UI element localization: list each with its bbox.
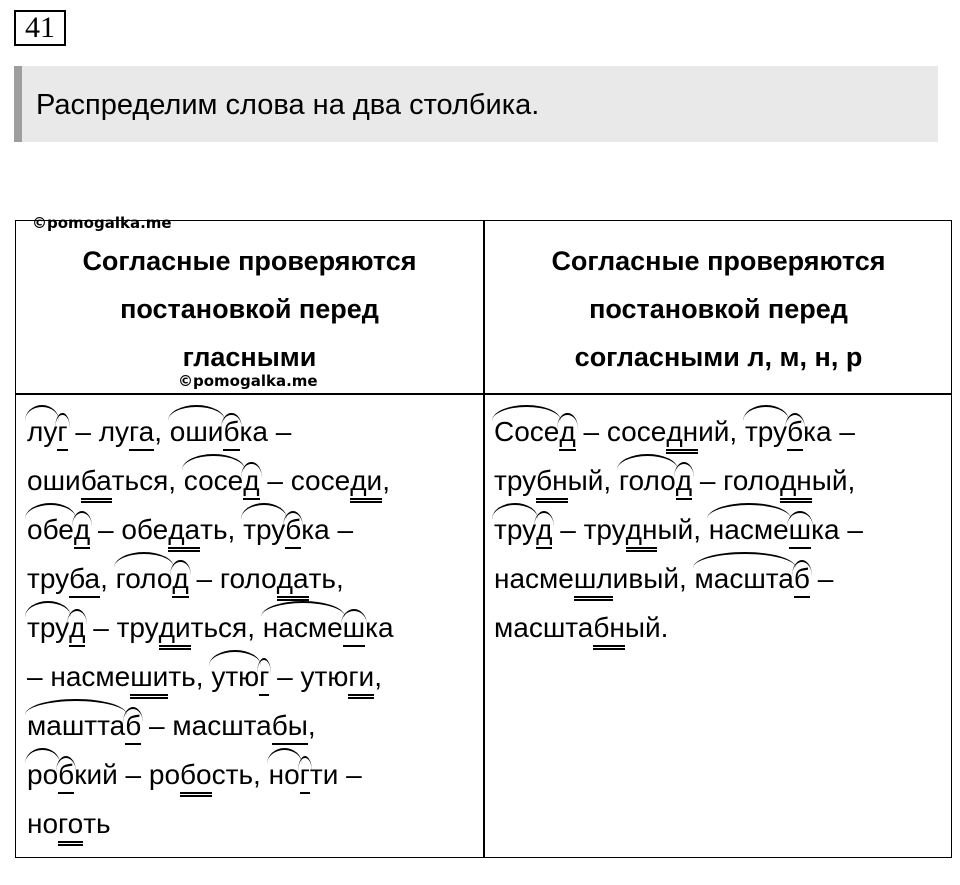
text-segment: – голо xyxy=(692,465,780,496)
marked-segment: тру xyxy=(494,505,536,554)
marked-segment: б xyxy=(285,513,301,549)
text-segment: ть, xyxy=(168,661,212,692)
text-segment: тру xyxy=(27,563,70,594)
marked-segment: голо xyxy=(116,554,173,603)
word-line xyxy=(494,456,944,505)
text-segment: – насме xyxy=(27,661,131,692)
marked-segment: обе xyxy=(27,505,74,554)
marked-segment: б xyxy=(794,562,810,598)
left-column-words xyxy=(27,407,472,848)
text-segment: ый, xyxy=(567,465,619,496)
text-segment: ка xyxy=(365,612,394,643)
text-segment: ивый, xyxy=(612,563,695,594)
text-segment: ка – xyxy=(239,416,292,447)
word-line xyxy=(27,799,472,848)
text-segment: ться, xyxy=(111,465,184,496)
text-segment: ти – xyxy=(309,759,362,790)
text-segment: сть, xyxy=(211,759,269,790)
text-segment: – тру xyxy=(552,514,626,545)
text-segment: ть, xyxy=(200,514,244,545)
right-column-header xyxy=(485,237,952,381)
text-segment: – сосе xyxy=(259,465,351,496)
word-line xyxy=(27,603,472,652)
marked-segment: б xyxy=(125,709,141,745)
marked-segment: масшта xyxy=(695,554,794,603)
text-segment: ка – xyxy=(811,514,863,545)
marked-segment: бо xyxy=(180,758,212,797)
header-divider xyxy=(16,393,951,395)
header-line: Согласные проверяются xyxy=(82,246,417,276)
text-segment: насме xyxy=(494,563,574,594)
text-segment: – утю xyxy=(269,661,349,692)
marked-segment: тру xyxy=(27,603,69,652)
text-segment: масшта xyxy=(494,612,594,643)
marked-segment: дн xyxy=(780,464,812,503)
marked-segment: д xyxy=(676,464,692,500)
marked-segment: дн xyxy=(626,513,658,552)
marked-segment: г xyxy=(259,660,269,696)
word-line xyxy=(27,554,472,603)
marked-segment: лу xyxy=(27,407,57,456)
marked-segment: д xyxy=(74,513,90,549)
marked-segment: го xyxy=(58,807,83,846)
marked-segment: ш xyxy=(343,611,365,647)
marked-segment: б xyxy=(223,415,239,451)
marked-segment: бн xyxy=(593,611,625,650)
marked-segment: дн xyxy=(666,415,698,454)
marked-segment: шл xyxy=(574,562,613,601)
marked-segment: но xyxy=(269,750,300,799)
text-segment: ть xyxy=(83,808,111,839)
word-line xyxy=(494,407,944,456)
marked-segment: г xyxy=(300,758,310,794)
word-line xyxy=(27,456,472,505)
text-segment: ый, xyxy=(657,514,709,545)
marked-segment: ба xyxy=(69,562,100,598)
word-line xyxy=(494,554,944,603)
header-line: постановкой перед xyxy=(589,294,848,324)
marked-segment: га xyxy=(129,415,154,451)
marked-segment: ши xyxy=(130,660,168,699)
marked-segment: ди xyxy=(159,611,191,650)
marked-segment: д xyxy=(69,611,85,647)
word-line xyxy=(27,652,472,701)
text-segment: ый, xyxy=(811,465,856,496)
text-segment: – тру xyxy=(85,612,159,643)
text-segment: , xyxy=(374,661,382,692)
text-segment: – масшта xyxy=(141,710,272,741)
marked-segment: ро xyxy=(27,750,58,799)
header-line: гласными xyxy=(182,342,317,372)
word-line xyxy=(494,505,944,554)
marked-segment: ш xyxy=(789,513,811,549)
marked-segment: бн xyxy=(536,464,568,503)
marked-segment: голо xyxy=(619,456,676,505)
marked-segment: да xyxy=(277,562,309,601)
text-segment: ий, xyxy=(698,416,745,447)
marked-segment: утю xyxy=(211,652,259,701)
text-segment: кий – ро xyxy=(74,759,181,790)
text-segment: , xyxy=(100,563,116,594)
word-line xyxy=(494,603,944,652)
marked-segment: тру xyxy=(243,505,285,554)
instruction-text: Распределим слова на два столбика. xyxy=(36,89,540,121)
text-segment: ться, xyxy=(190,612,263,643)
header-line: постановкой перед xyxy=(120,294,379,324)
text-segment: ка – xyxy=(301,514,354,545)
marked-segment: да xyxy=(168,513,200,552)
text-segment: – сосе xyxy=(575,416,667,447)
text-segment: – обе xyxy=(90,514,169,545)
word-line xyxy=(27,407,472,456)
marked-segment: маштта xyxy=(27,701,125,750)
marked-segment: ди xyxy=(350,464,382,503)
text-segment: ый. xyxy=(624,612,669,643)
marked-segment: д xyxy=(536,513,552,549)
marked-segment: насме xyxy=(263,603,343,652)
marked-segment: б xyxy=(58,758,74,794)
text-segment: , xyxy=(382,465,390,496)
marked-segment: насме xyxy=(709,505,789,554)
right-column-words xyxy=(494,407,944,652)
marked-segment: ба xyxy=(81,464,112,503)
text-segment: оши xyxy=(27,465,81,496)
marked-segment: сосе xyxy=(184,456,243,505)
marked-segment: д xyxy=(559,415,575,451)
marked-segment: д xyxy=(172,562,188,598)
marked-segment: д xyxy=(243,464,259,500)
instruction-banner xyxy=(14,66,938,142)
marked-segment: ги xyxy=(348,660,374,699)
marked-segment: г xyxy=(57,415,67,451)
text-segment: ть, xyxy=(308,563,344,594)
left-column-header xyxy=(16,237,483,381)
text-segment: но xyxy=(27,808,59,839)
word-line xyxy=(27,505,472,554)
task-number: 41 xyxy=(14,10,66,46)
text-segment: , xyxy=(154,416,170,447)
text-segment: тру xyxy=(494,465,537,496)
text-segment: , xyxy=(307,710,316,741)
marked-segment: б xyxy=(787,415,803,451)
header-line: согласными л, м, н, р xyxy=(574,342,863,372)
marked-segment: оши xyxy=(170,407,224,456)
watermark: ©pomogalka.me xyxy=(178,372,318,390)
header-line: Согласные проверяются xyxy=(551,246,886,276)
word-line xyxy=(27,701,472,750)
word-line xyxy=(27,750,472,799)
text-segment: – xyxy=(809,563,834,594)
text-segment: – голо xyxy=(188,563,277,594)
words-table xyxy=(15,214,952,858)
marked-segment: Сосе xyxy=(494,407,559,456)
watermark: ©pomogalka.me xyxy=(32,214,172,232)
marked-segment: бы xyxy=(272,709,308,745)
text-segment: – лу xyxy=(67,416,130,447)
text-segment: ка – xyxy=(803,416,855,447)
marked-segment: тру xyxy=(745,407,787,456)
